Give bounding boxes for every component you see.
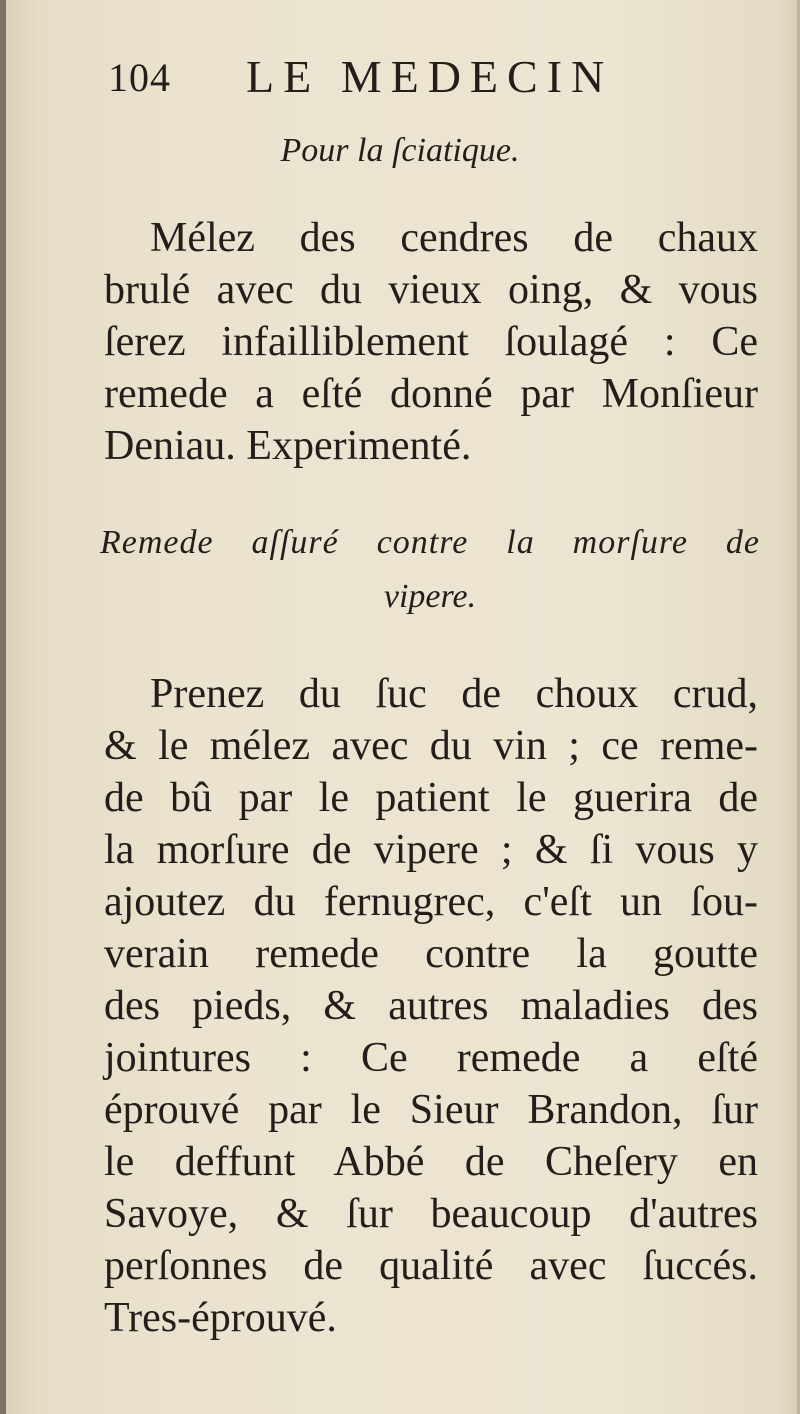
text-line: ſerez infailliblement ſoulagé : Ce	[104, 319, 758, 365]
text-line: & le mélez avec du vin ; ce reme-	[104, 723, 758, 769]
text-line: le deffunt Abbé de Cheſery en	[104, 1139, 758, 1185]
text-line: jointures : Ce remede a eſté	[104, 1035, 758, 1081]
text-line: Mélez des cendres de chaux	[150, 215, 758, 261]
text-line: brulé avec du vieux oing, & vous	[104, 267, 758, 313]
text-line: Deniau. Experimenté.	[104, 423, 472, 469]
page-header	[108, 50, 668, 110]
section-heading-viper-line1: Remede aſſuré contre la morſure de	[100, 524, 760, 561]
text-line: éprouvé par le Sieur Brandon, ſur	[104, 1087, 758, 1133]
text-line: remede a eſté donné par Monſieur	[104, 371, 758, 417]
text-line: de bû par le patient le guerira de	[104, 775, 758, 821]
section-heading-sciatica: Pour la ſciatique.	[280, 132, 520, 169]
text-line: perſonnes de qualité avec ſuccés.	[104, 1243, 758, 1289]
text-line: ajoutez du fernugrec, c'eſt un ſou-	[104, 879, 758, 925]
text-line: Tres-éprouvé.	[104, 1295, 337, 1341]
section-heading-viper-line2: vipere.	[383, 578, 477, 615]
page-binding-edge	[0, 0, 6, 1414]
text-line: la morſure de vipere ; & ſi vous y	[104, 827, 758, 873]
page-number: 104	[108, 55, 171, 100]
running-title: LE MEDECIN	[246, 51, 614, 102]
text-line: des pieds, & autres maladies des	[104, 983, 758, 1029]
text-line: verain remede contre la goutte	[104, 931, 758, 977]
text-line: Savoye, & ſur beaucoup d'autres	[104, 1191, 758, 1237]
text-line: Prenez du ſuc de choux crud,	[150, 671, 758, 717]
